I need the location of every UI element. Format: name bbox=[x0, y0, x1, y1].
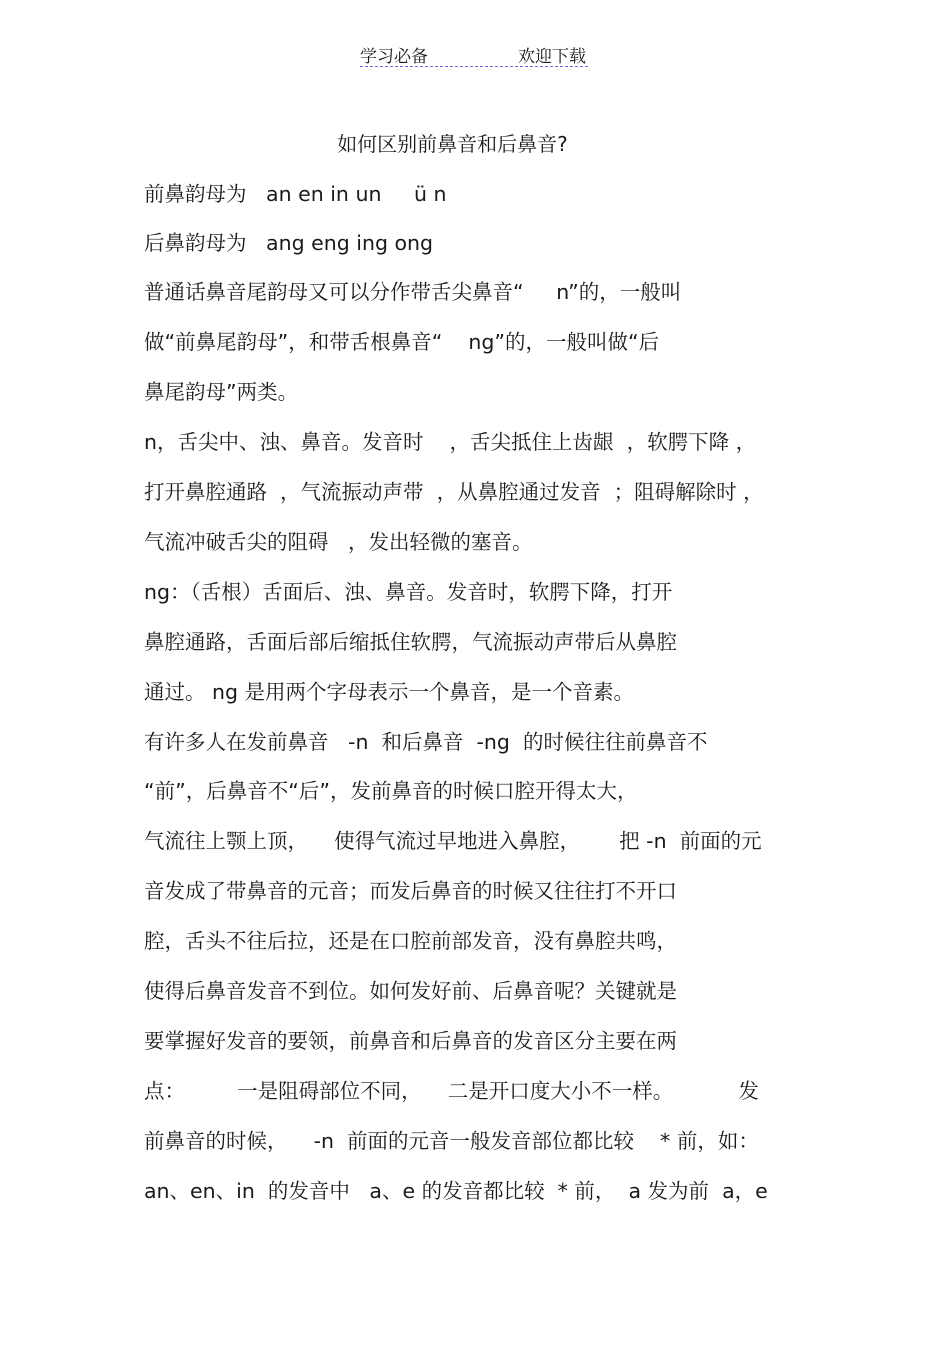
body-line: 做“前鼻尾韵母”，和带舌根鼻音“ ng”的，一般叫做“后 bbox=[144, 330, 660, 354]
body-line: 要掌握好发音的要领，前鼻音和后鼻音的发音区分主要在两 bbox=[144, 1029, 677, 1053]
body-line: 使得后鼻音发音不到位。如何发好前、后鼻音呢？关键就是 bbox=[144, 979, 677, 1003]
header-right-text: 欢迎下载 bbox=[518, 47, 586, 67]
body-line: 前鼻韵母为 an en in un ü n bbox=[144, 182, 447, 206]
header-left-text: 学习必备 bbox=[360, 47, 428, 67]
body-line: 音发成了带鼻音的元音；而发后鼻音的时候又往往打不开口 bbox=[144, 879, 677, 903]
body-line: 前鼻音的时候， -n 前面的元音一般发音部位都比较 * 前，如： bbox=[144, 1129, 759, 1153]
body-line: 后鼻韵母为 ang eng ing ong bbox=[144, 231, 434, 255]
body-line: 点： 一是阻碍部位不同， 二是开口度大小不一样。 发 bbox=[144, 1079, 759, 1103]
body-line: 鼻腔通路，舌面后部后缩抵住软腭，气流振动声带后从鼻腔 bbox=[144, 630, 677, 654]
body-line: 有许多人在发前鼻音 -n 和后鼻音 -ng 的时候往往前鼻音不 bbox=[144, 730, 708, 754]
body-line: 腔，舌头不往后拉，还是在口腔前部发音，没有鼻腔共鸣， bbox=[144, 929, 677, 953]
body-line: “前”，后鼻音不“后”，发前鼻音的时候口腔开得太大， bbox=[144, 779, 638, 803]
body-line: 气流冲破舌尖的阻碍 ，发出轻微的塞音。 bbox=[144, 530, 533, 554]
body-line: n，舌尖中、浊、鼻音。发音时 ，舌尖抵住上齿龈 ，软腭下降 ， bbox=[144, 430, 757, 454]
body-line: 普通话鼻音尾韵母又可以分作带舌尖鼻音“ n”的，一般叫 bbox=[144, 280, 682, 304]
body-line: ng：（舌根）舌面后、浊、鼻音。发音时，软腭下降，打开 bbox=[144, 580, 673, 604]
body-line: 打开鼻腔通路 ，气流振动声带 ，从鼻腔通过发音 ；阻碍解除时 ， bbox=[144, 480, 764, 504]
body-line: 鼻尾韵母”两类。 bbox=[144, 380, 299, 404]
page-header bbox=[360, 40, 588, 67]
document-title: 如何区别前鼻音和后鼻音? bbox=[337, 132, 568, 156]
body-line: an、en、in 的发音中 a、e 的发音都比较 * 前， a 发为前 a，e bbox=[144, 1179, 768, 1203]
body-line: 气流往上颚上顶， 使得气流过早地进入鼻腔， 把 -n 前面的元 bbox=[144, 829, 762, 853]
body-line: 通过。 ng 是用两个字母表示一个鼻音，是一个音素。 bbox=[144, 680, 635, 704]
